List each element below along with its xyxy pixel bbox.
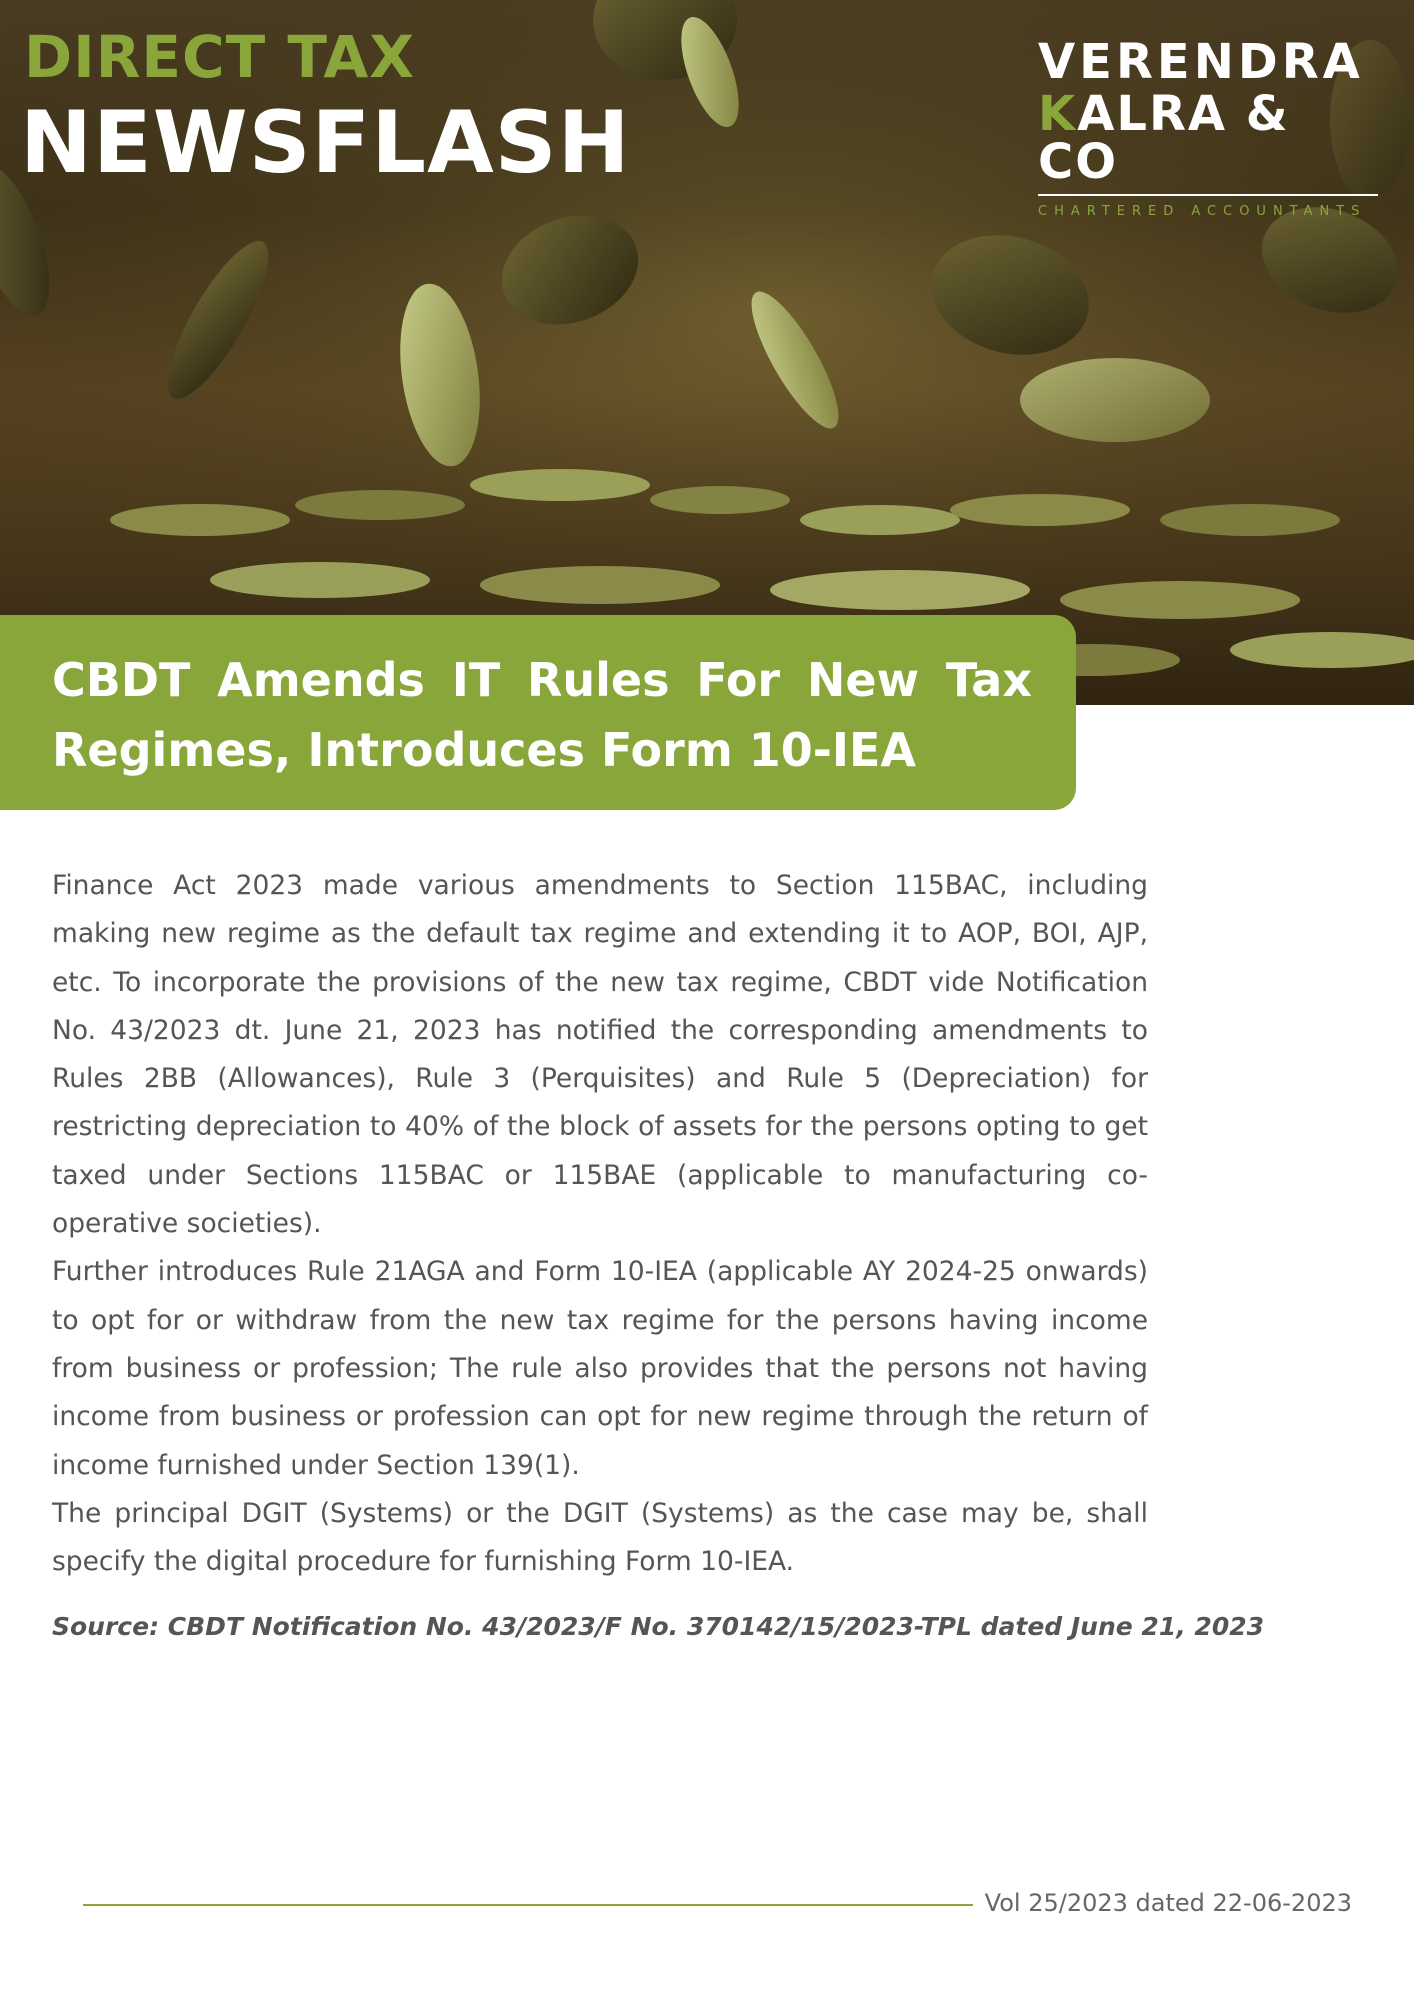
logo-name-line1: VERENDRA — [1038, 34, 1364, 90]
hero-image — [0, 0, 1414, 705]
article-headline: CBDT Amends IT Rules For New Tax Regimes, Introduces Form 10-IEA — [52, 653, 1032, 777]
body-paragraph: Finance Act 2023 made various amendments to Section 115BAC, including making new regime as the default tax regime and extending it to AOP, BOI, AJP, etc. To incorporate the provisions of the new tax regime, CBDT vide Notification No. 43/2023 dt. June 21, 2023 has notified the corresponding amendments to Rules 2BB (Allowances), Rule 3 (Perquisites) and Rule 5 (Depreciation) for restricting depreciation to 40% of the block of assets for the persons opting to get taxed under Sections 115BAC or 115BAE (applicable to manufacturing co-operative societies). — [52, 870, 1148, 1240]
headline-banner — [0, 615, 1076, 810]
firm-logo — [1038, 34, 1378, 219]
article-body — [52, 862, 1148, 1586]
newsletter-kicker: DIRECT TAX — [24, 23, 415, 91]
volume-date: Vol 25/2023 dated 22-06-2023 — [984, 1889, 1352, 1917]
body-paragraph: Further introduces Rule 21AGA and Form 10-IEA (applicable AY 2024-25 onwards) to opt for or withdraw from the new tax regime for the persons having income from business or profession; The rule also provides that the persons not having income from business or profession can opt for new regime through the return of income furnished under Section 139(1). — [52, 1256, 1148, 1481]
logo-k-mark: K — [1038, 86, 1078, 142]
logo-name-line2-rest: ALRA & CO — [1038, 86, 1290, 190]
newsletter-title: NEWSFLASH — [20, 93, 631, 193]
logo-subtitle: CHARTERED ACCOUNTANTS — [1038, 204, 1367, 219]
logo-name-line2 — [1038, 86, 1378, 196]
footer-divider — [83, 1904, 973, 1906]
source-citation: Source: CBDT Notification No. 43/2023/F No. 370142/15/2023-TPL dated June 21, 2023 — [52, 1612, 1264, 1641]
body-paragraph: The principal DGIT (Systems) or the DGIT (Systems) as the case may be, shall specify the digital procedure for furnishing Form 10-IEA. — [52, 1497, 1148, 1578]
